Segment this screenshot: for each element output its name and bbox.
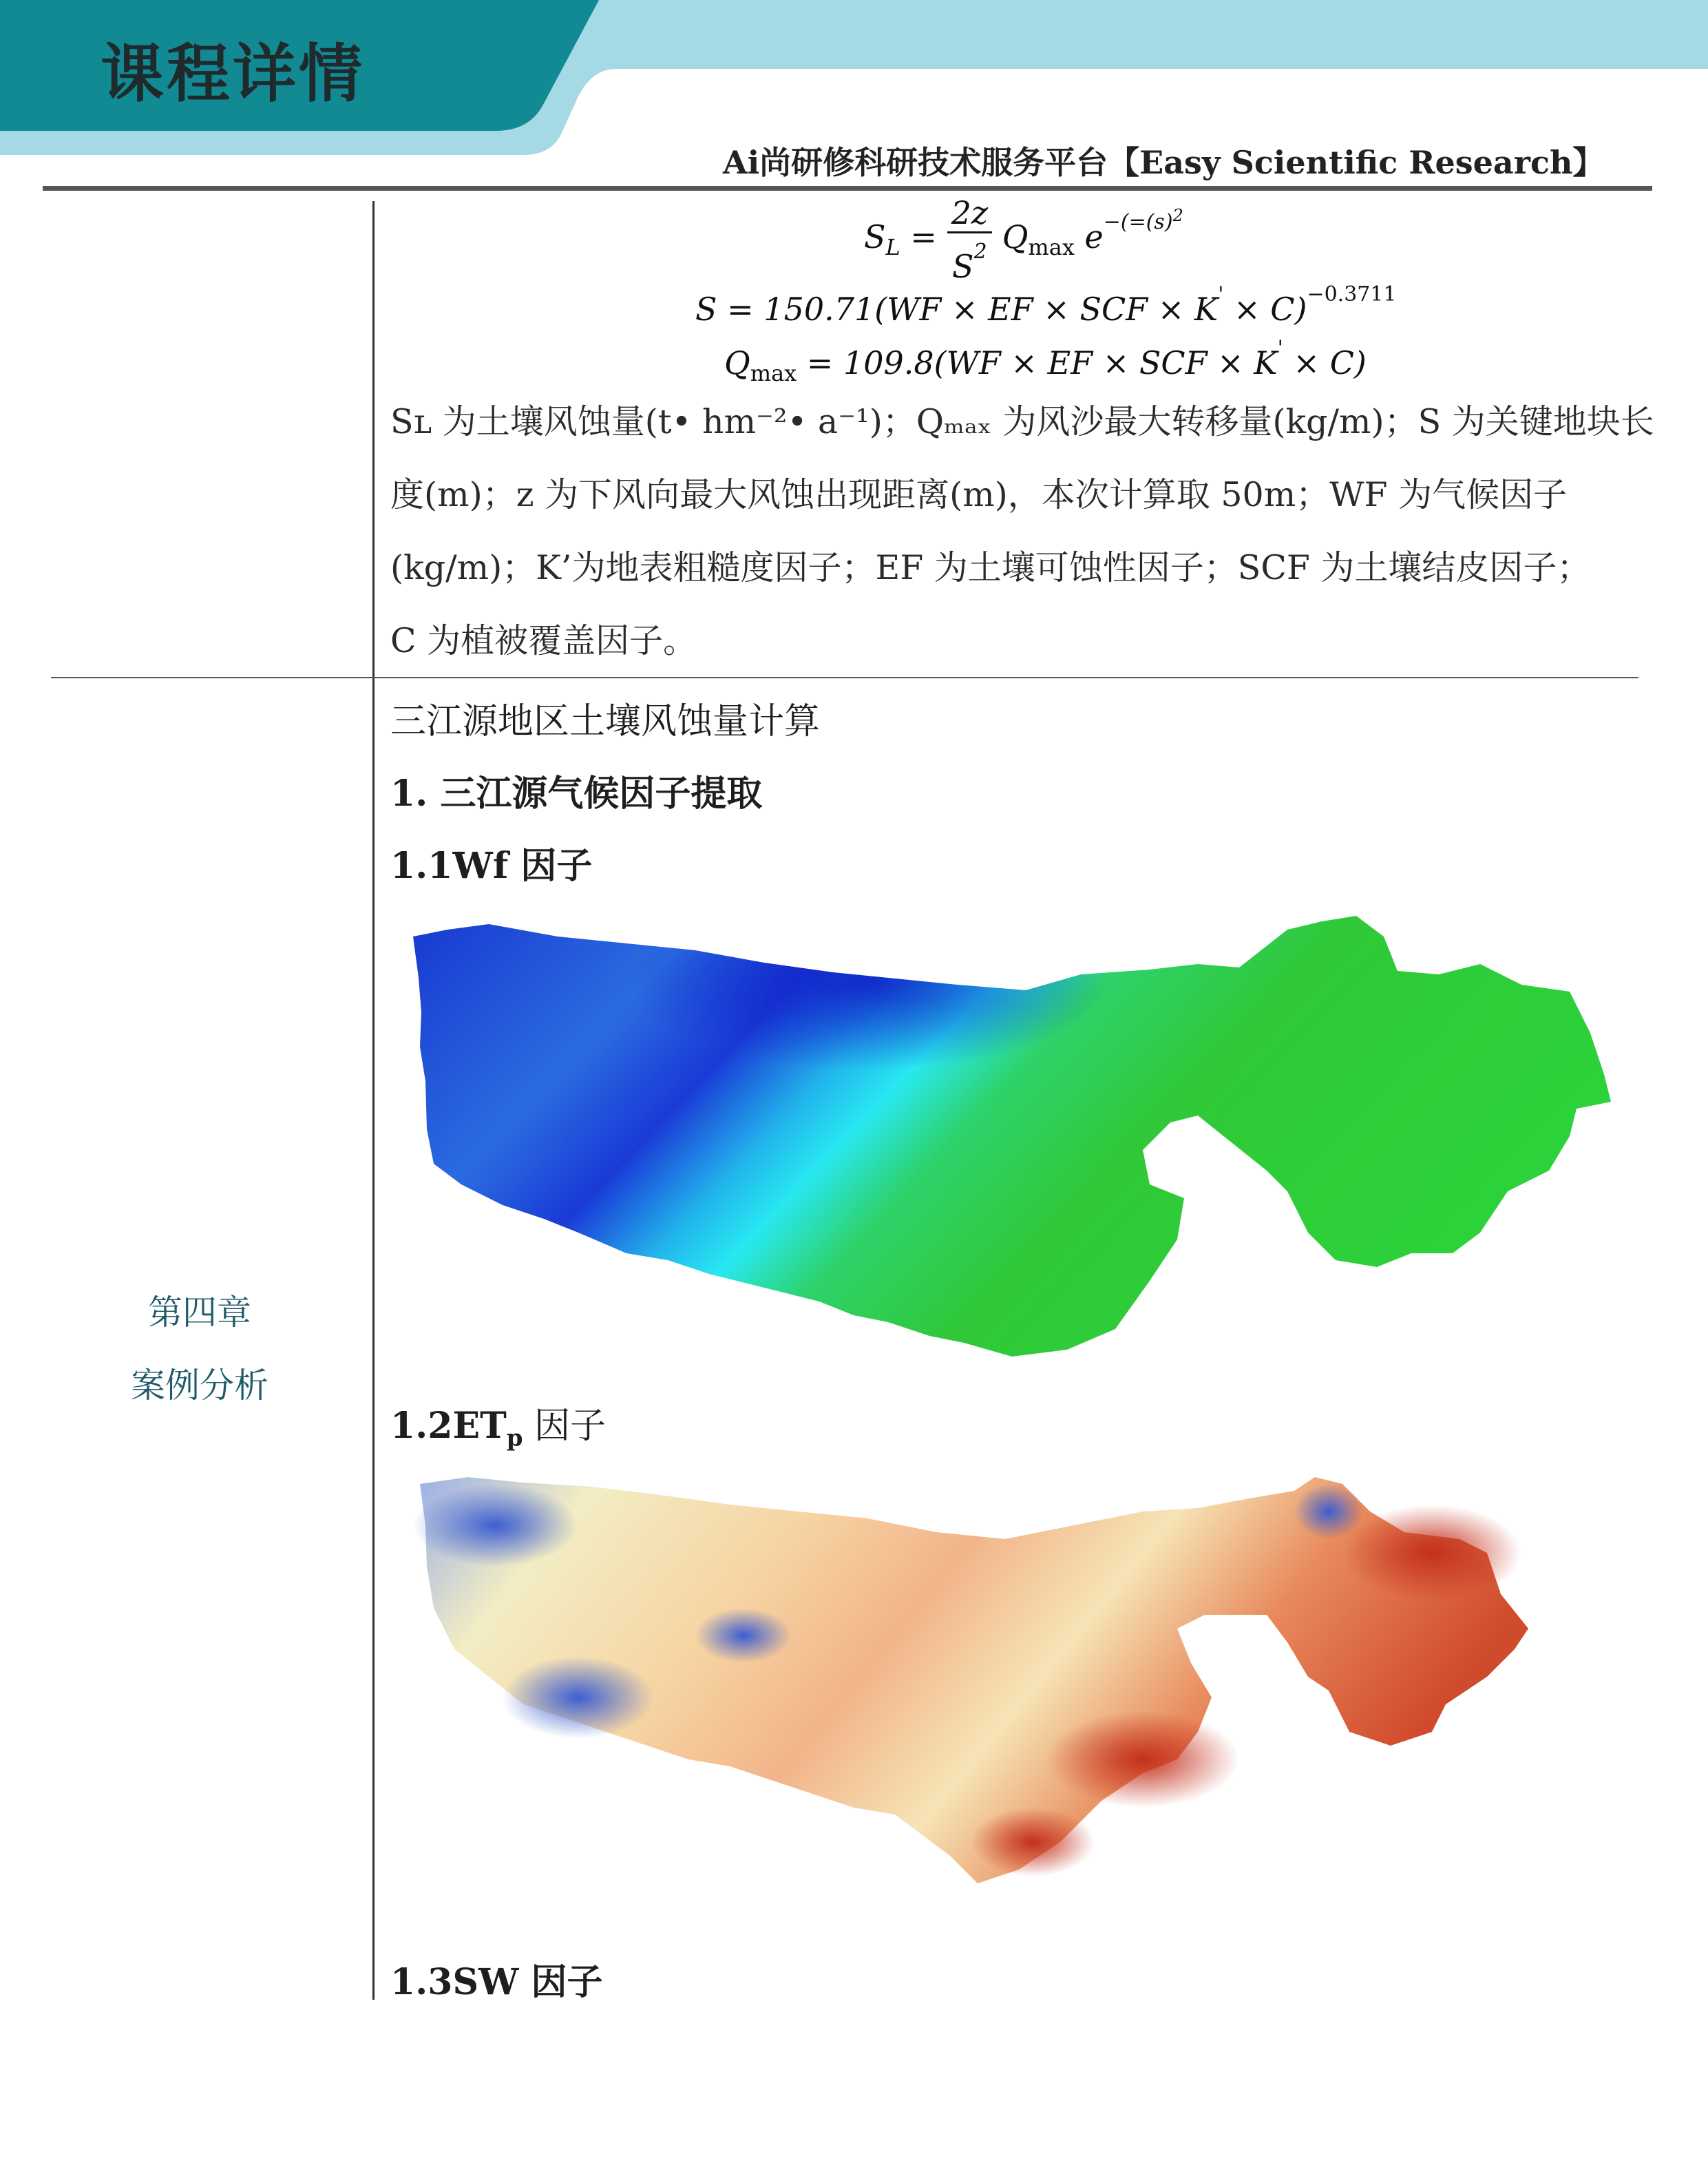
definition-line: C 为植被覆盖因子。 xyxy=(390,621,697,660)
section-title: 三江源地区土壤风蚀量计算 xyxy=(390,701,821,742)
definition-line: (kg/m)；K’为地表粗糙度因子；EF 为土壤可蚀性因子；SCF 为土壤结皮因子； xyxy=(390,548,1591,587)
wf-factor-map xyxy=(406,909,1618,1363)
chapter-title: 案例分析 xyxy=(131,1366,268,1405)
formula-s: S = 150.71(WF × EF × SCF × K' × C)$^{-0.3711}$ xyxy=(695,282,1397,328)
heading-wf-factor: 1.1Wf 因子 xyxy=(390,845,593,887)
definition-line: Sʟ 为土壤风蚀量(t• hm⁻²• a⁻¹)；Qₘₐₓ 为风沙最大转移量(kg/m)；S 为关键地块长 xyxy=(390,402,1654,441)
formula-sl: $S_L$ = $\frac{2z}{S^2}$ $Q_{max}$ $e^{-(=(s)^2}$ xyxy=(864,194,1183,285)
platform-name: Ai尚研修科研技术服务平台【Easy Scientific Research】 xyxy=(723,144,1605,181)
header-divider xyxy=(43,186,1652,191)
heading-etp-factor: $1.2ET_p$ 因子 xyxy=(390,1405,607,1452)
subsection-heading: 1. 三江源气候因子提取 xyxy=(390,773,763,815)
heading-sw-factor: 1.3SW 因子 xyxy=(390,1961,603,2003)
chapter-number: 第四章 xyxy=(148,1293,251,1332)
table-column-divider xyxy=(372,201,375,2000)
formula-qmax: $Q_{max} = 109.8(WF$ × EF × SCF × K' × C) xyxy=(724,336,1367,387)
definition-line: 度(m)；z 为下风向最大风蚀出现距离(m)，本次计算取 50m；WF 为气候因子 xyxy=(390,475,1568,514)
page-header-title: 课程详情 xyxy=(101,37,366,111)
etp-factor-map xyxy=(413,1470,1625,1918)
variable-definitions xyxy=(390,386,1654,678)
